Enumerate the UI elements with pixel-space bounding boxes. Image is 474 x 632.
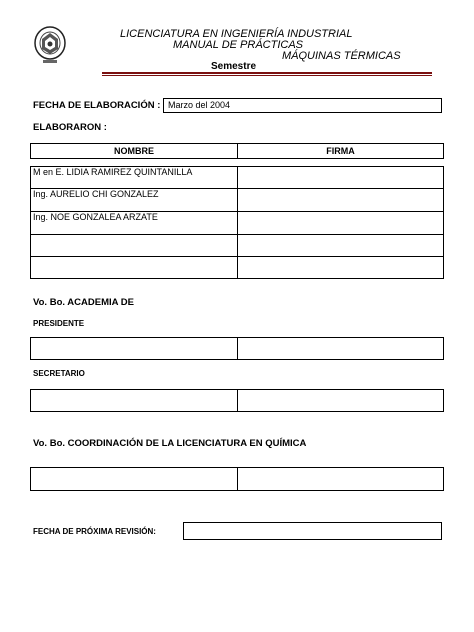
signature-cell[interactable]	[237, 188, 444, 212]
proxima-revision-field[interactable]	[183, 522, 442, 540]
column-header-firma: FIRMA	[237, 143, 444, 159]
fecha-elaboracion-label: FECHA DE ELABORACIÓN :	[33, 100, 161, 111]
header-line-manual: MANUAL DE PRÁCTICAS	[173, 39, 303, 51]
signer-name-cell[interactable]	[30, 256, 238, 279]
presidente-signature-field[interactable]	[237, 337, 444, 360]
presidente-label: PRESIDENTE	[33, 319, 85, 328]
signature-cell[interactable]	[237, 234, 444, 257]
signer-name-cell[interactable]	[30, 166, 238, 189]
signer-name: Ing. AURELIO CHI GONZALEZ	[33, 189, 159, 199]
secretario-signature-field[interactable]	[237, 389, 444, 412]
coordinacion-signature-field[interactable]	[237, 467, 444, 491]
column-header-nombre: NOMBRE	[30, 143, 238, 159]
proxima-revision-label: FECHA DE PRÓXIMA REVISIÓN:	[33, 527, 156, 536]
secretario-name-field[interactable]	[30, 389, 238, 412]
header-line-subject: MÁQUINAS TÉRMICAS	[282, 50, 401, 62]
header-rule	[102, 72, 432, 74]
signer-name-cell[interactable]	[30, 188, 238, 212]
signer-name: Ing. NOE GONZALEA ARZATE	[33, 212, 158, 222]
signer-name: M en E. LIDIA RAMIREZ QUINTANILLA	[33, 167, 193, 177]
signer-name-cell[interactable]	[30, 211, 238, 235]
header-line-program: LICENCIATURA EN INGENIERÍA INDUSTRIAL	[120, 28, 353, 40]
signature-cell[interactable]	[237, 256, 444, 279]
signature-cell[interactable]	[237, 211, 444, 235]
fecha-elaboracion-field[interactable]	[163, 98, 442, 113]
fecha-elaboracion-value: Marzo del 2004	[168, 100, 231, 110]
header-rule-thin	[102, 75, 432, 76]
elaboraron-label: ELABORARON :	[33, 122, 107, 133]
presidente-name-field[interactable]	[30, 337, 238, 360]
signer-name-cell[interactable]	[30, 234, 238, 257]
secretario-label: SECRETARIO	[33, 369, 85, 378]
coordinacion-label: Vo. Bo. COORDINACIÓN DE LA LICENCIATURA EN QUÍMICA	[33, 438, 307, 449]
coordinacion-name-field[interactable]	[30, 467, 238, 491]
university-seal-icon	[33, 25, 67, 65]
signature-cell[interactable]	[237, 166, 444, 189]
academia-label: Vo. Bo. ACADEMIA DE	[33, 297, 134, 308]
header-line-semester: Semestre	[211, 61, 257, 72]
